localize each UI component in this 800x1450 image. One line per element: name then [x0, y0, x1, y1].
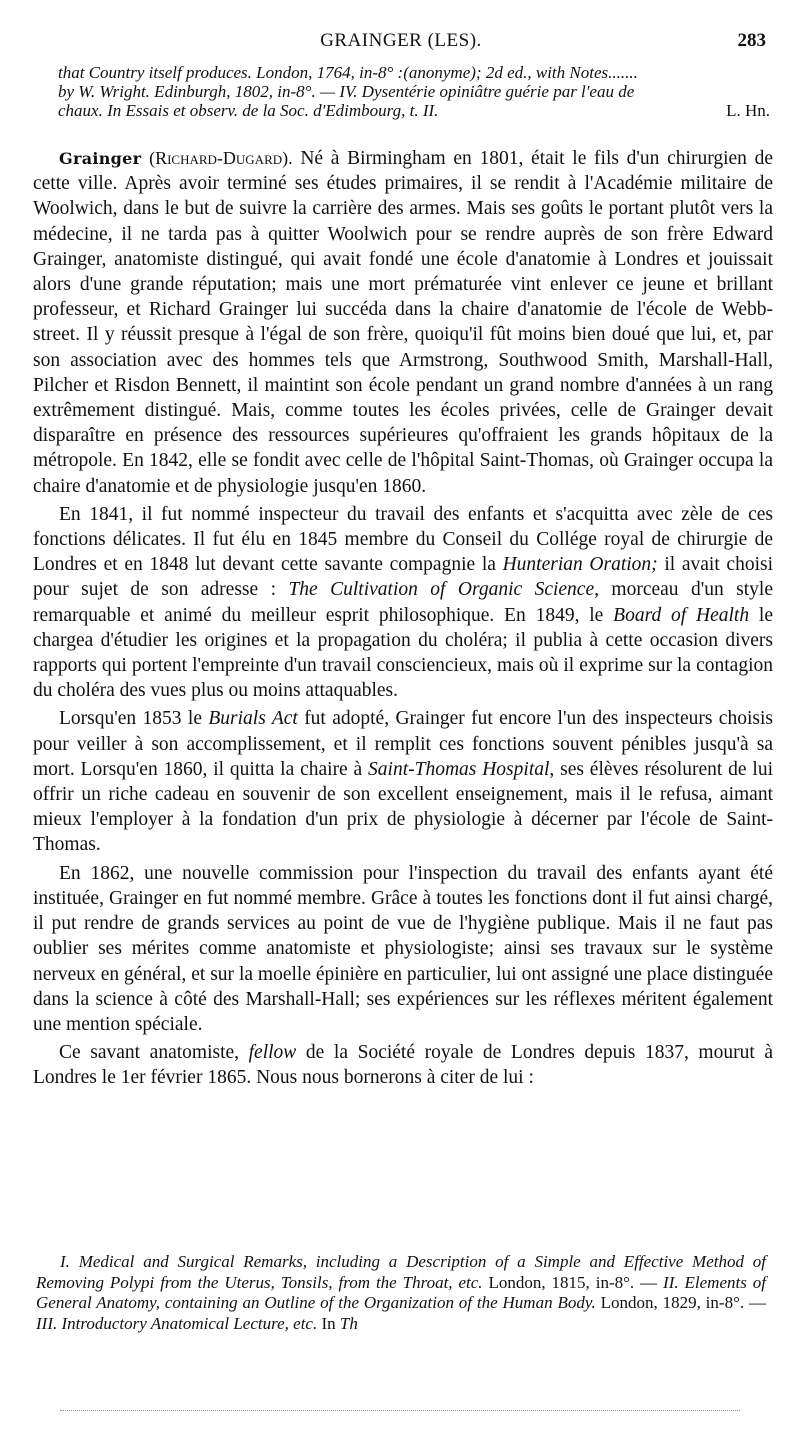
italic-title: Board of Health [613, 604, 750, 626]
entry-headword: Grainger [59, 149, 142, 168]
text-run: London, 1815, in-8°. — [482, 1272, 664, 1292]
footer-rule [60, 1410, 740, 1411]
text-run: morceau d'un style remarquable et animé du meilleur esprit philosophique. En 1849, le [33, 579, 773, 626]
entry-given-names: (Richard-Dugard). [149, 148, 293, 168]
text-run: ses élèves résolurent de lui offrir un riche cadeau en souvenir de son excellent enseignement, mais il le refusa, aimant mieux l'employer à la fondation d'un prix de physiologie à décerner par l'école de Saint-Thomas. [33, 758, 773, 856]
entry-paragraph-4: En 1862, une nouvelle commission pour l'inspection du travail des enfants ayant été instituée, Grainger en fut nommé membre. Grâce à toutes les fonctions dont il fut ainsi chargé, il put rendre de grands services au point de vue de l'hygiène publique. Mais il ne faut pas oublier ses mérites comme anatomiste et physiologiste; ainsi ses travaux sur le système nerveux en général, et sur la moelle épinière en particulier, lui ont assigné une place distinguée dans la science à côté des Marshall-Hall; ses expériences sur les réflexes méritent également une mention spéciale. [33, 862, 773, 1035]
entry-paragraph-5 [33, 1040, 773, 1090]
text-run: En 1841, il fut nommé inspecteur du travail des enfants et s'acquitta avec zèle de ces fonctions délicates. Il fut élu en 1845 membre du Conseil du Collége royal de chirurgie de Londres et en 1848 lut devant cette savante compagnie la [33, 503, 773, 576]
text-run: Lorsqu'en 1853 le [59, 708, 209, 730]
entry-body [33, 146, 773, 1094]
paragraph-text: Né à Birmingham en 1801, était le fils d'un chirurgien de cette ville. Après avoir terminé ses études primaires, il se rendit à l'Académie militaire de Woolwich, dans le but de suivre la carrière des armes. Mais ses goûts le portant plutôt vers la médecine, il ne tarda pas à quitter Woolwich pour se rendre auprès de son frère Edward Grainger, anatomiste distingué, qui avait fondé une école d'anatomie à Londres et jouissait alors d'une grande réputation; mais une mort prématurée vint enlever ce jeune et brillant professeur, et Richard Grainger lui succéda dans la chaire d'anatomie de l'école de Webb-street. Il y réussit presque à l'égal de son frère, quoiqu'il fût moins bien doué que lui, et, par son association avec des hommes tels que Armstrong, Southwood Smith, Marshall-Hall, Pilcher et Risdon Bennett, il maintint son école pendant un grand nombre d'années à un rang extrêmement distingué. Mais, comme toutes les écoles privées, celle de Grainger devait disparaître en présence des ressources supérieures qu'offraient les grands hôpitaux de la métropole. En 1842, elle se fondit avec celle de l'hôpital Saint-Thomas, où Grainger occupa la chaire d'anatomie et de physiologie jusqu'en 1860. [33, 148, 774, 497]
work-title: II. Elements of General Anatomy, containing an Outline of the Organization of the Human Body. [36, 1272, 766, 1312]
text-run: In [317, 1313, 340, 1333]
carryover-line-3: chaux. In Essais et observ. de la Soc. d'Edimbourg, t. II. [58, 101, 439, 120]
entry-paragraph-2 [33, 502, 773, 704]
italic-term: fellow [248, 1042, 297, 1064]
entry-paragraph-3 [33, 706, 773, 857]
entry-paragraph-1 [33, 146, 773, 499]
text-run: de la Société royale de Londres depuis 1837, mourut à Londres le 1er février 1865. Nous nous bornerons à citer de lui : [33, 1042, 774, 1089]
work-title: Th [339, 1313, 358, 1333]
work-title: III. Introductory Anatomical Lecture, etc. [36, 1313, 318, 1333]
italic-title: Saint-Thomas Hospital, [368, 758, 555, 780]
italic-title: The Cultivation of Organic Science, [288, 579, 599, 601]
page-number: 283 [737, 30, 766, 51]
text-run: le chargea d'étudier les origines et la propagation du choléra; il publia à cette occasion divers rapports qui portent l'empreinte d'un travail consciencieux, mais où il exprime sur la contagion du choléra des vues plus ou moins attaquables. [33, 604, 773, 702]
text-run: fut adopté, Grainger fut encore l'un des inspecteurs choisis pour veiller à son accomplissement, et il remplit ces fonctions souvent pénibles jusqu'à sa mort. Lorsqu'en 1860, il quitta la chaire à [33, 708, 773, 780]
running-header [32, 22, 770, 52]
running-title: GRAINGER (LES). [320, 30, 482, 51]
italic-title: Hunterian Oration; [502, 554, 658, 576]
text-run: London, 1829, in-8°. — [595, 1293, 766, 1312]
text-run: Ce savant anatomiste, [59, 1042, 249, 1064]
carryover-bibliography [58, 63, 770, 120]
author-signature: L. Hn. [726, 101, 770, 120]
work-title: I. Medical and Surgical Remarks, including a Description of a Simple and Effective Method of Removing Polypi from the Uterus, Tonsils, from the Throat, etc. [36, 1252, 766, 1292]
carryover-line-1: that Country itself produces. London, 1764, in-8° :(anonyme); 2d ed., with Notes....... [58, 63, 638, 82]
italic-title: Burials Act [208, 708, 298, 730]
text-run: il avait choisi pour sujet de son adresse : [33, 554, 774, 601]
carryover-line-2: by W. Wright. Edinburgh, 1802, in-8°. — IV. Dysentérie opiniâtre guérie par l'eau de [58, 82, 635, 101]
bibliography-paragraph [36, 1252, 766, 1334]
works-bibliography [36, 1252, 766, 1334]
